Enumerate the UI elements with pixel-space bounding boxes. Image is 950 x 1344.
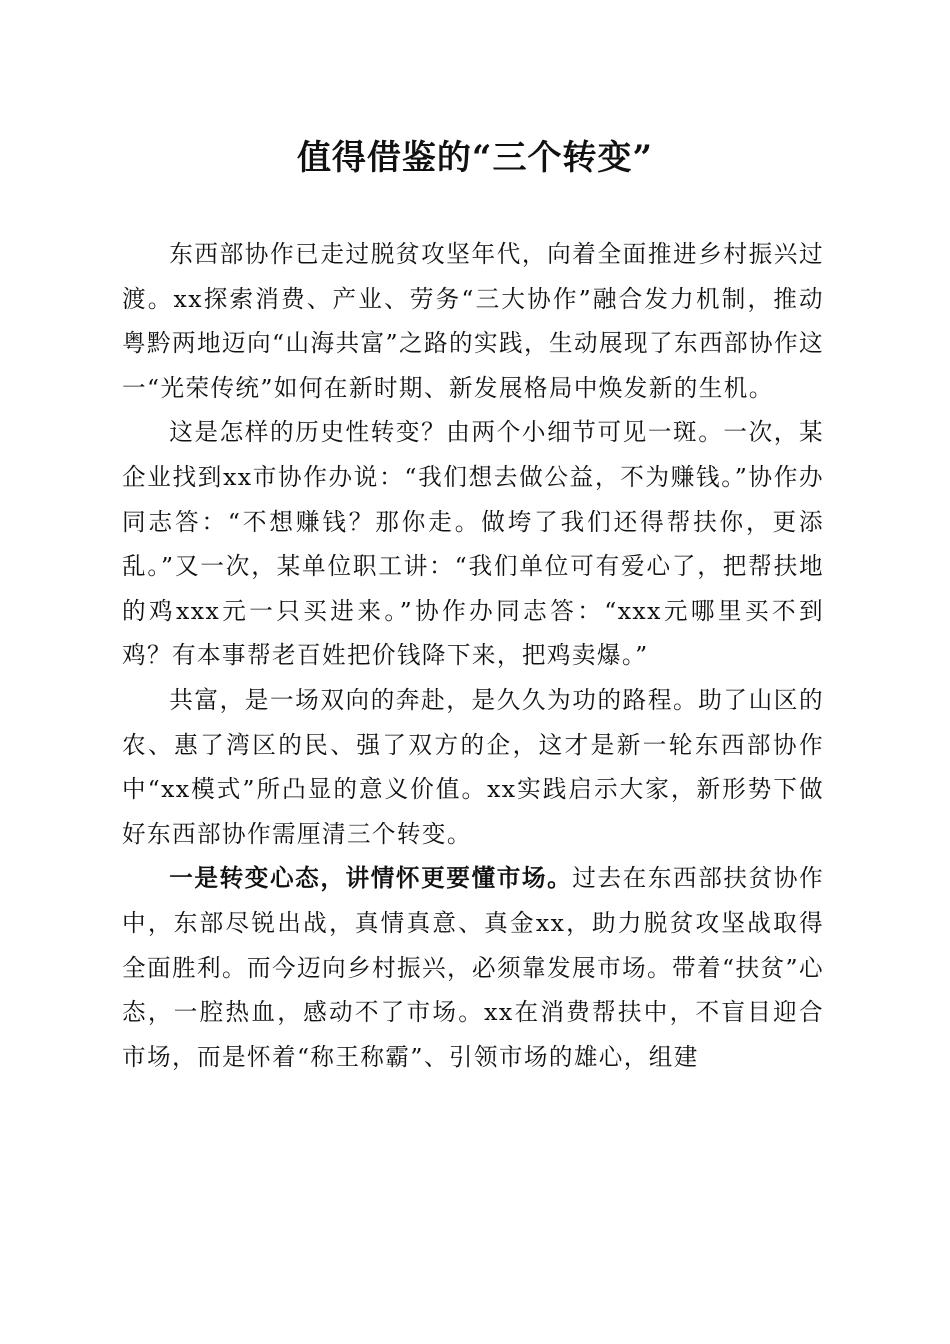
paragraph-lead-sentence: 一是转变心态，讲情怀更要懂市场。: [169, 864, 573, 893]
paragraph-first-change: [122, 856, 824, 1079]
paragraph-continuation: 过去在东西部扶贫协作中，东部尽锐出战，真情真意、真金xx，助力脱贫攻坚战取得全面胜利。而今迈向乡村振兴，必须靠发展市场。带着“扶贫”心态，一腔热血，感动不了市场。xx在消费帮扶中，不盲目迎合市场，而是怀着“称王称霸”、引领市场的雄心，组建: [122, 864, 825, 1071]
paragraph-common-prosperity: 共富，是一场双向的奔赴，是久久为功的路程。助了山区的农、惠了湾区的民、强了双方的企，这才是新一轮东西部协作中“xx模式”所凸显的意义价值。xx实践启示大家，新形势下做好东西部协作需厘清三个转变。: [122, 685, 824, 848]
paragraph-history: 这是怎样的历史性转变？由两个小细节可见一斑。一次，某企业找到xx市协作办说：“我们想去做公益，不为赚钱。”协作办同志答：“不想赚钱？那你走。做垮了我们还得帮扶你，更添乱。”又一次，某单位职工讲：“我们单位可有爱心了，把帮扶地的鸡xxx元一只买进来。”协作办同志答：“xxx元哪里买不到鸡？有本事帮老百姓把价钱降下来，把鸡卖爆。”: [122, 418, 824, 670]
document-body: [122, 232, 824, 1079]
paragraph-intro: 东西部协作已走过脱贫攻坚年代，向着全面推进乡村振兴过渡。xx探索消费、产业、劳务“三大协作”融合发力机制，推动粤黔两地迈向“山海共富”之路的实践，生动展现了东西部协作这一“光荣传统”如何在新时期、新发展格局中焕发新的生机。: [122, 240, 824, 402]
document-title: 值得借鉴的“三个转变”: [296, 138, 654, 178]
